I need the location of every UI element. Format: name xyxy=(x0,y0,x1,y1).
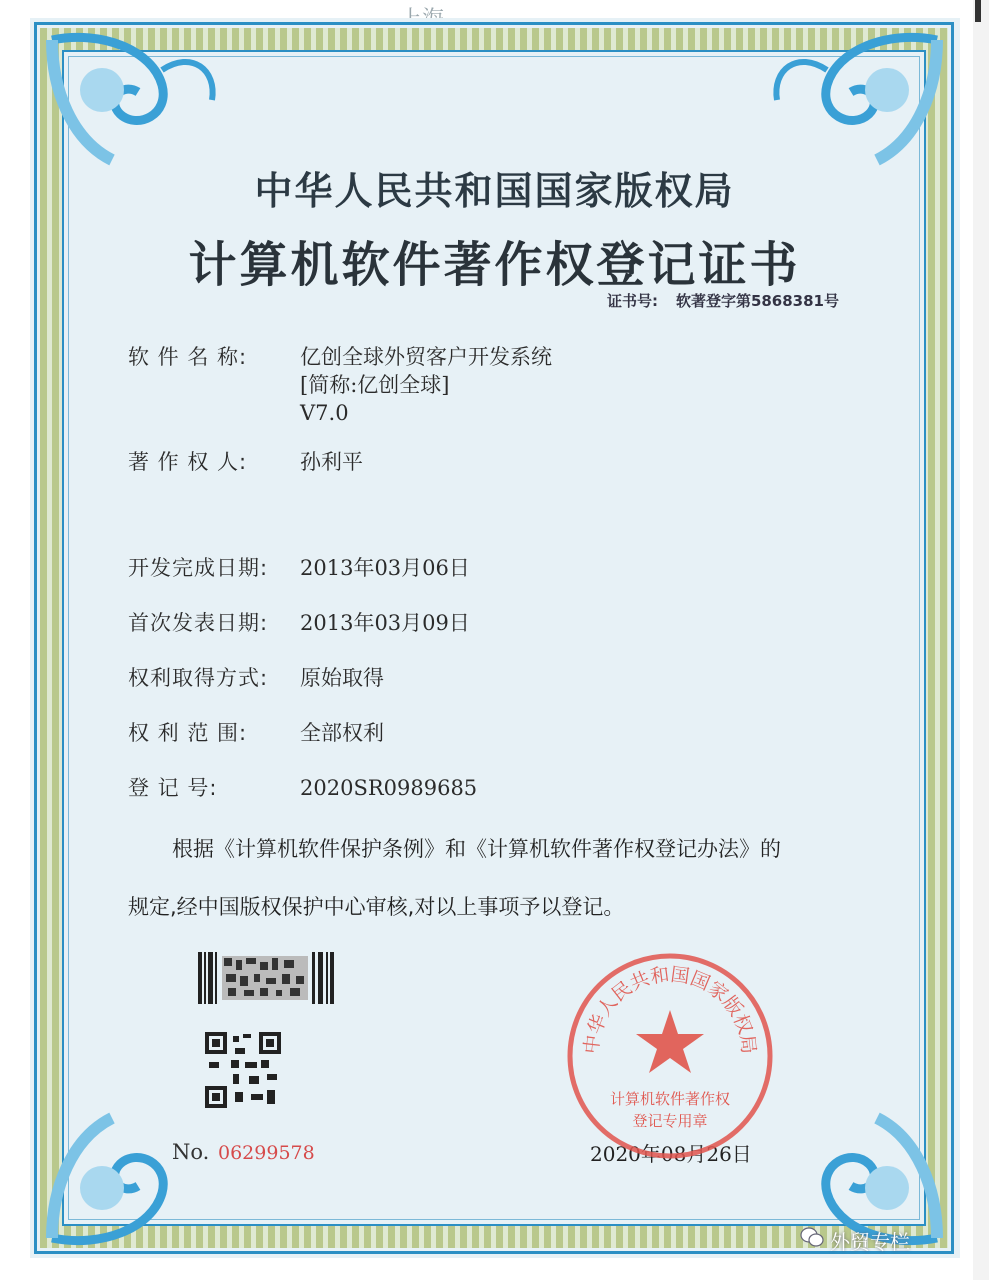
scope-label: 权 利 范 围: xyxy=(128,721,248,745)
dev-date-label: 开发完成日期: xyxy=(128,556,269,580)
pub-date-value: 2013年03月09日 xyxy=(300,611,470,635)
pub-date-label: 首次发表日期: xyxy=(128,611,269,635)
certificate-title: 计算机软件著作权登记证书 xyxy=(188,237,801,293)
cert-no-label: 证书号: xyxy=(606,292,658,310)
corner-ornament-icon xyxy=(42,30,232,180)
reg-value: 2020SR0989685 xyxy=(300,776,478,800)
software-name-line: 亿创全球外贸客户开发系统 xyxy=(300,345,552,369)
seal-ring-text: 中华人民共和国国家版权局 xyxy=(580,963,760,1056)
official-seal-icon xyxy=(566,952,774,1160)
cert-no-value: 软著登字第5868381号 xyxy=(675,292,839,310)
field-software-name xyxy=(128,341,552,427)
certificate-number xyxy=(589,290,839,311)
software-version: V7.0 xyxy=(300,401,349,425)
qr-code-icon xyxy=(205,1032,281,1108)
field-dev-date xyxy=(128,552,470,582)
serial-no-label: No. xyxy=(172,1140,210,1164)
statement-line-1: 根据《计算机软件保护条例》和《计算机软件著作权登记办法》的 xyxy=(172,837,781,861)
software-name-label: 软 件 名 称: xyxy=(128,345,248,369)
statement-line-2: 规定,经中国版权保护中心审核,对以上事项予以登记。 xyxy=(128,895,625,919)
issuer-heading: 中华人民共和国国家版权局 xyxy=(254,168,735,213)
seal-line-1: 计算机软件著作权 xyxy=(609,1090,731,1108)
barcode-icon xyxy=(198,952,334,1004)
field-registration xyxy=(128,772,477,802)
dev-date-value: 2013年03月06日 xyxy=(300,556,470,580)
acquire-label: 权利取得方式: xyxy=(128,666,269,690)
seal-line-2: 登记专用章 xyxy=(632,1112,708,1130)
serial-no-value: 06299578 xyxy=(218,1142,315,1164)
scope-value: 全部权利 xyxy=(300,721,384,745)
owner-value: 孙利平 xyxy=(300,450,363,474)
corner-ornament-icon xyxy=(757,30,947,180)
field-pub-date xyxy=(128,607,470,637)
watermark-text: 外贸专栏 xyxy=(830,1230,910,1254)
corner-ornament-icon xyxy=(42,1098,232,1248)
reg-label: 登 记 号: xyxy=(128,776,218,800)
field-owner xyxy=(128,446,363,476)
field-scope xyxy=(128,717,384,747)
field-acquire-method xyxy=(128,662,384,692)
software-short-name: [简称:亿创全球] xyxy=(300,373,450,397)
acquire-value: 原始取得 xyxy=(300,666,384,690)
owner-label: 著 作 权 人: xyxy=(128,450,248,474)
wechat-icon xyxy=(800,1226,824,1248)
issue-date: 2020年08月26日 xyxy=(590,1142,752,1166)
